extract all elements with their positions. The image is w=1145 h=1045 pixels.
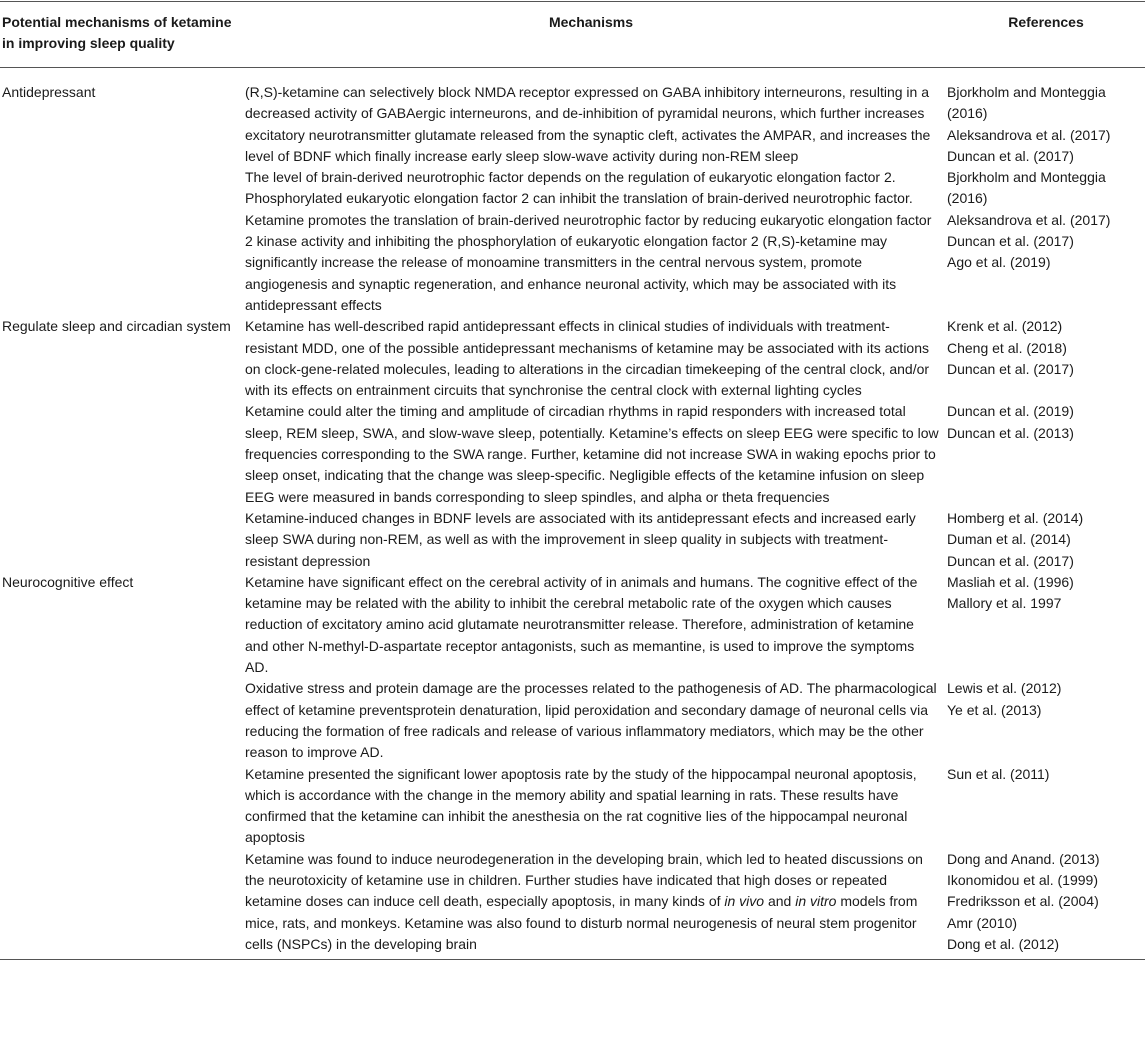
reference-citation: Duncan et al. (2013) [947,424,1074,441]
mechanism-cell: The level of brain-derived neurotrophic factor depends on the regulation of eukaryotic elongation factor 2. Phosphorylated eukaryotic elongation factor 2 can inhibit the translation of brain-derived neurotrophic factor. Ketamine promotes the translation of brain-derived neurotrophic factor by reducing eukaryotic elongation factor 2 kinase activity and inhibiting the phosphorylation of eukaryotic elongation factor 2 (R,S)-ketamine may significantly increase the release of monoamine transmitters in the central nervous system, promote angiogenesis and synaptic regeneration, and enhance neuronal activity, which may be associated with its antidepressant effects [245,169,932,313]
table-body [0,68,1145,960]
reference-citation: Duncan et al. (2017) [947,360,1074,377]
references-cell [945,849,1145,960]
header-mechanisms: Mechanisms [241,2,945,68]
mechanism-cell: Ketamine presented the significant lower apoptosis rate by the study of the hippocampal neuronal apoptosis, which is accordance with the change in the memory ability and spatial learning in rats. These results have confirmed that the ketamine can inhibit the anesthesia on the rat cognitive lies of the hippocampal neuronal apoptosis [245,765,917,846]
category-cell: Neurocognitive effect [2,573,134,590]
reference-citation: Bjorkholm and Monteggia (2016) [947,84,1106,122]
mechanism-cell [241,849,945,960]
reference-citation: Mallory et al. 1997 [947,595,1062,612]
table-row [0,764,1145,849]
references-cell [945,316,1145,401]
table-row [0,678,1145,763]
category-cell [0,849,241,960]
reference-citation: Lewis et al. (2012) [947,680,1062,697]
reference-citation: Krenk et al. (2012) [947,318,1063,335]
italic-term: in vitro [795,893,837,910]
table-row [0,167,1145,316]
category-cell [0,764,241,849]
references-cell [945,167,1145,316]
table-row [0,401,1145,507]
table-header [0,2,1145,68]
reference-citation: Ikonomidou et al. (1999) [947,871,1098,888]
reference-citation: Fredriksson et al. (2004) [947,893,1099,910]
reference-citation: Duncan et al. (2017) [947,233,1074,250]
italic-term: in vivo [724,893,765,910]
reference-citation: Aleksandrova et al. (2017) [947,211,1111,228]
reference-citation: Dong and Anand. (2013) [947,850,1100,867]
mechanism-text: models from mice, rats, and monkeys. Ketamine was also found to disturb normal neurogenesis of neural stem progenitor cells (NSPCs) in the developing brain [245,893,918,952]
references-cell [945,401,1145,507]
category-cell [0,508,241,572]
reference-citation: Sun et al. (2011) [947,765,1050,782]
mechanism-cell: Ketamine-induced changes in BDNF levels are associated with its antidepressant efects and increased early sleep SWA during non-REM, as well as with the improvement in sleep quality in subjects with treatment-resistant depression [245,509,916,569]
references-cell [945,68,1145,168]
table-row [0,508,1145,572]
header-potential-mechanisms: Potential mechanisms of ketamine in improving sleep quality [0,2,241,68]
reference-citation: Duncan et al. (2017) [947,147,1074,164]
reference-citation: Bjorkholm and Monteggia (2016) [947,169,1106,207]
category-cell [0,401,241,507]
category-cell: Regulate sleep and circadian system [2,318,231,335]
header-references: References [945,2,1145,68]
reference-citation: Duman et al. (2014) [947,531,1071,548]
reference-citation: Masliah et al. (1996) [947,573,1074,590]
table-row [0,68,1145,168]
reference-citation: Aleksandrova et al. (2017) [947,126,1111,143]
mechanism-cell: Ketamine has well-described rapid antidepressant effects in clinical studies of individuals with treatment-resistant MDD, one of the possible antidepressant mechanisms of ketamine may be associated with its actions on clock-gene-related molecules, leading to alterations in the circadian timekeeping of the central clock, and/or with its effects on entrainment circuits that synchronise the central clock with external lighting cycles [245,318,930,399]
category-cell [0,678,241,763]
category-cell [0,167,241,316]
reference-citation: Ye et al. (2013) [947,701,1042,718]
mechanism-cell: (R,S)-ketamine can selectively block NMDA receptor expressed on GABA inhibitory interneurons, resulting in a decreased activity of GABAergic interneurons, and de-inhibition of pyramidal neurons, which further increases excitatory neurotransmitter glutamate released from the synaptic cleft, activates the AMPAR, and increases the level of BDNF which finally increase early sleep slow-wave activity during non-REM sleep [245,84,931,164]
reference-citation: Ago et al. (2019) [947,254,1051,271]
table-row [0,849,1145,960]
reference-citation: Homberg et al. (2014) [947,509,1084,526]
mechanism-cell: Oxidative stress and protein damage are the processes related to the pathogenesis of AD. The pharmacological effect of ketamine preventsprotein denaturation, lipid peroxidation and secondary damage of neuronal cells via reducing the formation of free radicals and release of various inflammatory mediators, which may be the other reason to improve AD. [245,680,937,761]
mechanisms-table [0,1,1145,960]
mechanism-text: Ketamine was found to induce neurodegeneration in the developing brain, which led to heated discussions on the neurotoxicity of ketamine use in children. Further studies have indicated that high doses or repeated ketamine doses can induce cell death, especially apoptosis, in many kinds of [245,850,923,910]
reference-citation: Duncan et al. (2017) [947,552,1074,569]
references-cell [945,572,1145,678]
mechanism-cell: Ketamine have significant effect on the cerebral activity of in animals and humans. The cognitive effect of the ketamine may be related with the ability to inhibit the cerebral metabolic rate of the oxygen which causes reduction of excitatory amino acid glutamate neurotransmitter release. Therefore, administration of ketamine and other N-methyl-D-aspartate receptor antagonists, such as memantine, is used to improve the symptoms AD. [245,573,918,676]
reference-citation: Amr (2010) [947,914,1018,931]
reference-citation: Duncan et al. (2019) [947,403,1074,420]
reference-citation: Dong et al. (2012) [947,935,1060,952]
category-cell: Antidepressant [2,84,96,100]
table-row [0,572,1145,678]
references-cell [945,764,1145,849]
mechanism-text: and [764,893,796,910]
reference-citation: Cheng et al. (2018) [947,339,1067,356]
references-cell [945,508,1145,572]
table-row [0,316,1145,401]
mechanism-cell: Ketamine could alter the timing and amplitude of circadian rhythms in rapid responders with increased total sleep, REM sleep, SWA, and slow-wave sleep, potentially. Ketamine’s effects on sleep EEG were specific to low frequencies corresponding to the SWA range. Further, ketamine did not increase SWA in waking epochs prior to sleep onset, indicating that the change was sleep-specific. Negligible effects of the ketamine infusion on sleep EEG were measured in bands corresponding to sleep spindles, and alpha or theta frequencies [245,403,939,505]
references-cell [945,678,1145,763]
